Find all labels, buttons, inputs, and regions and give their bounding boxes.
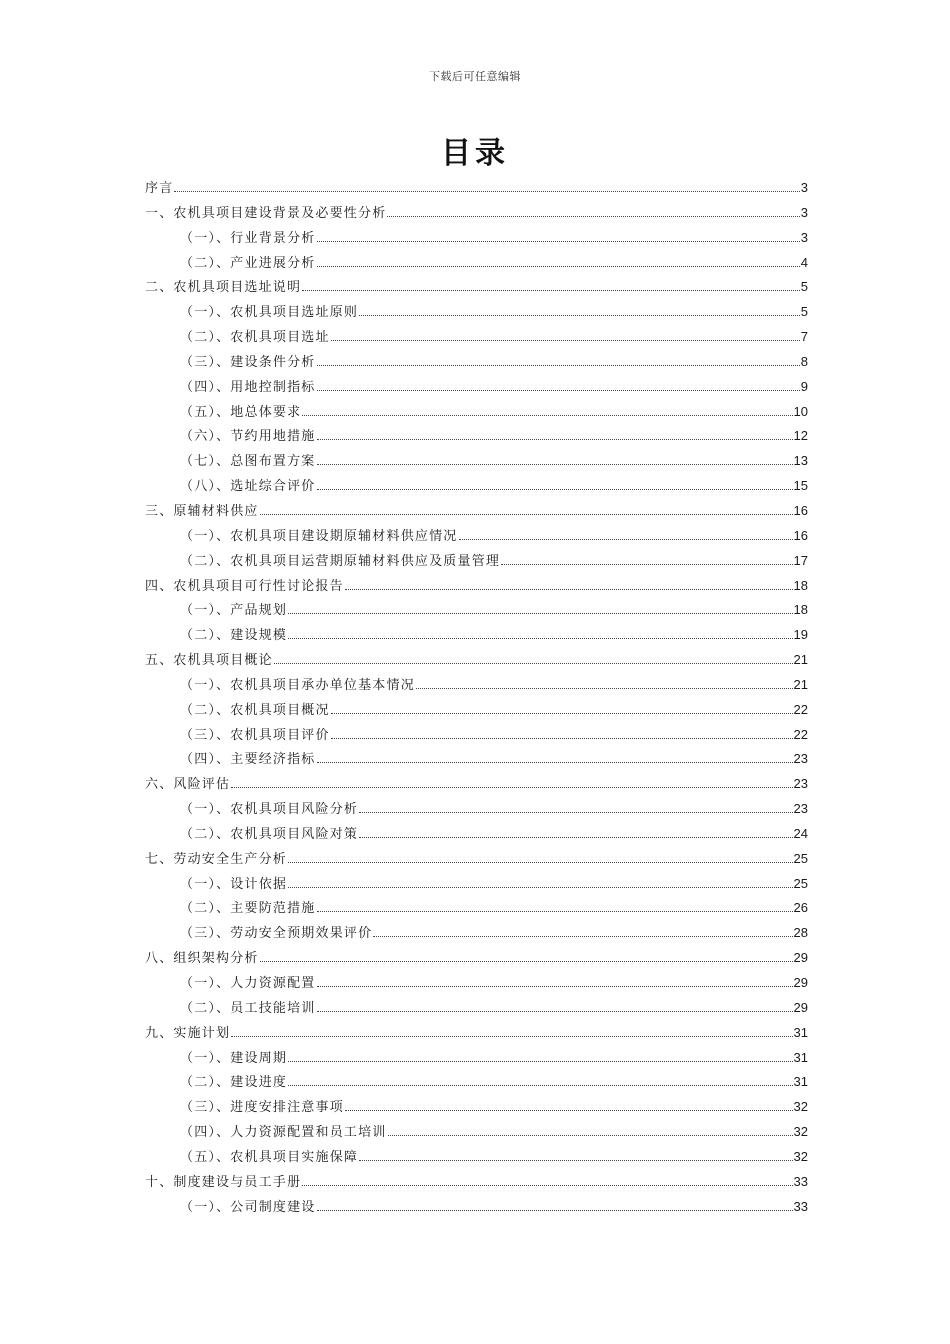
toc-entry[interactable] bbox=[145, 375, 808, 400]
toc-entry-page-number: 19 bbox=[793, 627, 808, 643]
toc-entry[interactable] bbox=[145, 176, 808, 201]
toc-entry-page-number: 31 bbox=[793, 1074, 808, 1090]
toc-entry-label: 三、原辅材料供应 bbox=[145, 503, 259, 519]
toc-entry[interactable] bbox=[145, 921, 808, 946]
toc-entry-label: （二）、农机具项目选址 bbox=[180, 330, 330, 346]
toc-entry-label: （一）、公司制度建设 bbox=[180, 1199, 316, 1215]
dot-leader bbox=[345, 1110, 793, 1111]
dot-leader bbox=[174, 191, 799, 192]
toc-entry-page-number: 9 bbox=[800, 378, 808, 394]
dot-leader bbox=[359, 837, 792, 838]
dot-leader bbox=[501, 564, 792, 565]
dot-leader bbox=[288, 613, 792, 614]
dot-leader bbox=[331, 713, 793, 714]
toc-entry-label: （八）、选址综合评价 bbox=[180, 479, 316, 495]
toc-entry[interactable] bbox=[145, 300, 808, 325]
toc-entry[interactable] bbox=[145, 424, 808, 449]
toc-entry-label: 二、农机具项目选址说明 bbox=[145, 280, 302, 296]
dot-leader bbox=[317, 762, 793, 763]
toc-entry[interactable] bbox=[145, 400, 808, 425]
dot-leader bbox=[317, 489, 793, 490]
dot-leader bbox=[302, 290, 800, 291]
dot-leader bbox=[274, 663, 793, 664]
toc-entry-label: （二）、农机具项目运营期原辅材料供应及质量管理 bbox=[180, 553, 501, 569]
toc-entry[interactable] bbox=[145, 896, 808, 921]
toc-entry-label: （五）、农机具项目实施保障 bbox=[180, 1149, 359, 1165]
dot-leader bbox=[359, 812, 792, 813]
dot-leader bbox=[387, 216, 799, 217]
toc-entry[interactable] bbox=[145, 251, 808, 276]
toc-entry-page-number: 5 bbox=[800, 304, 808, 320]
toc-entry[interactable] bbox=[145, 1070, 808, 1095]
toc-entry-label: （一）、农机具项目建设期原辅材料供应情况 bbox=[180, 528, 458, 544]
dot-leader bbox=[317, 1011, 793, 1012]
dot-leader bbox=[459, 539, 793, 540]
toc-entry[interactable] bbox=[145, 1095, 808, 1120]
table-of-contents bbox=[145, 176, 808, 1219]
toc-entry-page-number: 5 bbox=[800, 279, 808, 295]
dot-leader bbox=[345, 589, 793, 590]
toc-entry-page-number: 22 bbox=[793, 726, 808, 742]
toc-entry[interactable] bbox=[145, 1120, 808, 1145]
toc-entry-page-number: 18 bbox=[793, 602, 808, 618]
dot-leader bbox=[288, 1085, 792, 1086]
dot-leader bbox=[317, 911, 793, 912]
toc-entry[interactable] bbox=[145, 996, 808, 1021]
toc-entry-page-number: 33 bbox=[793, 1173, 808, 1189]
dot-leader bbox=[317, 986, 793, 987]
toc-entry[interactable] bbox=[145, 201, 808, 226]
dot-leader bbox=[288, 1061, 792, 1062]
toc-entry[interactable] bbox=[145, 623, 808, 648]
toc-entry[interactable] bbox=[145, 275, 808, 300]
toc-entry-label: （四）、主要经济指标 bbox=[180, 752, 316, 768]
toc-entry[interactable] bbox=[145, 598, 808, 623]
toc-entry-page-number: 3 bbox=[800, 229, 808, 245]
dot-leader bbox=[373, 936, 792, 937]
toc-entry-label: 九、实施计划 bbox=[145, 1025, 231, 1041]
toc-entry[interactable] bbox=[145, 549, 808, 574]
toc-entry-page-number: 23 bbox=[793, 751, 808, 767]
toc-entry[interactable] bbox=[145, 772, 808, 797]
toc-entry-label: 七、劳动安全生产分析 bbox=[145, 851, 288, 867]
toc-entry-label: （二）、产业进展分析 bbox=[180, 255, 316, 271]
toc-entry-page-number: 24 bbox=[793, 825, 808, 841]
toc-entry[interactable] bbox=[145, 1021, 808, 1046]
toc-entry-label: （一）、人力资源配置 bbox=[180, 976, 316, 991]
dot-leader bbox=[288, 887, 792, 888]
toc-entry-page-number: 10 bbox=[793, 403, 808, 419]
dot-leader bbox=[359, 1160, 792, 1161]
toc-entry[interactable] bbox=[145, 449, 808, 474]
toc-entry-label: 一、农机具项目建设背景及必要性分析 bbox=[145, 205, 387, 221]
toc-entry-page-number: 21 bbox=[793, 652, 808, 668]
toc-entry-label: （二）、建设进度 bbox=[180, 1075, 288, 1091]
toc-entry-label: （一）、建设周期 bbox=[180, 1050, 288, 1066]
page-title: 目录 bbox=[441, 136, 509, 171]
toc-entry-page-number: 15 bbox=[793, 478, 808, 494]
toc-entry[interactable] bbox=[145, 524, 808, 549]
toc-entry-label: （一）、产品规划 bbox=[180, 603, 288, 619]
toc-entry-label: （三）、劳动安全预期效果评价 bbox=[180, 926, 373, 942]
toc-entry-label: 八、组织架构分析 bbox=[145, 951, 259, 967]
toc-entry-label: （六）、节约用地措施 bbox=[180, 429, 316, 445]
toc-entry-label: （二）、建设规模 bbox=[180, 628, 288, 644]
toc-entry[interactable] bbox=[145, 1170, 808, 1195]
toc-entry-label: 五、农机具项目概论 bbox=[145, 653, 273, 669]
toc-entry-label: （三）、进度安排注意事项 bbox=[180, 1100, 344, 1116]
toc-entry-page-number: 33 bbox=[793, 1198, 808, 1214]
toc-entry-page-number: 29 bbox=[793, 950, 808, 966]
toc-entry-label: （二）、农机具项目风险对策 bbox=[180, 826, 359, 842]
toc-entry[interactable] bbox=[145, 822, 808, 847]
toc-entry[interactable] bbox=[145, 1145, 808, 1170]
toc-entry-page-number: 32 bbox=[793, 1099, 808, 1115]
toc-entry-page-number: 4 bbox=[800, 254, 808, 270]
toc-entry-page-number: 32 bbox=[793, 1148, 808, 1164]
dot-leader bbox=[317, 464, 793, 465]
dot-leader bbox=[288, 638, 792, 639]
toc-entry[interactable] bbox=[145, 1195, 808, 1220]
dot-leader bbox=[231, 1036, 792, 1037]
toc-entry[interactable] bbox=[145, 648, 808, 673]
toc-entry-page-number: 22 bbox=[793, 701, 808, 717]
dot-leader bbox=[416, 688, 793, 689]
toc-entry-label: （二）、农机具项目概况 bbox=[180, 702, 330, 718]
toc-entry-page-number: 3 bbox=[800, 204, 808, 220]
dot-leader bbox=[302, 1185, 792, 1186]
toc-entry-page-number: 25 bbox=[793, 850, 808, 866]
toc-entry-page-number: 8 bbox=[800, 353, 808, 369]
toc-entry[interactable] bbox=[145, 946, 808, 971]
dot-leader bbox=[317, 1210, 793, 1211]
dot-leader bbox=[317, 390, 800, 391]
toc-entry[interactable] bbox=[145, 499, 808, 524]
toc-entry-label: （三）、建设条件分析 bbox=[180, 354, 316, 370]
toc-entry-page-number: 17 bbox=[793, 552, 808, 568]
toc-entry-page-number: 32 bbox=[793, 1124, 808, 1140]
dot-leader bbox=[331, 340, 800, 341]
toc-entry[interactable] bbox=[145, 872, 808, 897]
toc-entry-label: （一）、农机具项目承办单位基本情况 bbox=[180, 677, 415, 693]
toc-entry-page-number: 16 bbox=[793, 502, 808, 518]
toc-entry-label: （一）、农机具项目选址原则 bbox=[180, 305, 359, 321]
toc-entry-label: （四）、用地控制指标 bbox=[180, 379, 316, 395]
toc-entry-label: （二）、主要防范措施 bbox=[180, 901, 316, 917]
dot-leader bbox=[302, 415, 792, 416]
toc-entry[interactable] bbox=[145, 574, 808, 599]
dot-leader bbox=[388, 1135, 793, 1136]
toc-entry[interactable] bbox=[145, 226, 808, 251]
toc-entry-label: （四）、人力资源配置和员工培训 bbox=[180, 1125, 387, 1141]
toc-entry-page-number: 18 bbox=[793, 577, 808, 593]
toc-entry-page-number: 23 bbox=[793, 776, 808, 792]
toc-entry[interactable] bbox=[145, 723, 808, 748]
toc-entry-label: （五）、地总体要求 bbox=[180, 404, 302, 420]
dot-leader bbox=[317, 365, 800, 366]
toc-entry[interactable] bbox=[145, 673, 808, 698]
toc-entry[interactable] bbox=[145, 698, 808, 723]
toc-entry[interactable] bbox=[145, 474, 808, 499]
toc-entry-label: （一）、农机具项目风险分析 bbox=[180, 802, 359, 818]
toc-entry-label: （一）、设计依据 bbox=[180, 876, 288, 892]
toc-entry-label: （二）、员工技能培训 bbox=[180, 1000, 316, 1016]
toc-entry-page-number: 28 bbox=[793, 925, 808, 941]
toc-entry-page-number: 31 bbox=[793, 1024, 808, 1040]
toc-entry-page-number: 29 bbox=[793, 999, 808, 1015]
toc-entry-label: （七）、总图布置方案 bbox=[180, 454, 316, 470]
toc-entry[interactable] bbox=[145, 797, 808, 822]
dot-leader bbox=[317, 241, 800, 242]
toc-entry[interactable] bbox=[145, 1046, 808, 1071]
dot-leader bbox=[231, 787, 792, 788]
toc-entry-page-number: 16 bbox=[793, 527, 808, 543]
toc-entry-page-number: 26 bbox=[793, 900, 808, 916]
toc-entry-page-number: 3 bbox=[800, 180, 808, 195]
dot-leader bbox=[260, 961, 793, 962]
toc-entry-page-number: 31 bbox=[793, 1049, 808, 1065]
toc-entry-page-number: 21 bbox=[793, 676, 808, 692]
toc-entry-page-number: 12 bbox=[793, 428, 808, 444]
toc-entry-page-number: 13 bbox=[793, 453, 808, 469]
dot-leader bbox=[317, 266, 800, 267]
toc-entry-label: 序言 bbox=[145, 181, 174, 196]
dot-leader bbox=[359, 315, 800, 316]
toc-entry[interactable] bbox=[145, 971, 808, 996]
toc-entry-page-number: 7 bbox=[800, 329, 808, 345]
toc-entry-page-number: 29 bbox=[793, 975, 808, 990]
toc-entry[interactable] bbox=[145, 325, 808, 350]
dot-leader bbox=[288, 862, 793, 863]
toc-entry-page-number: 23 bbox=[793, 801, 808, 817]
toc-entry[interactable] bbox=[145, 350, 808, 375]
toc-entry[interactable] bbox=[145, 747, 808, 772]
dot-leader bbox=[317, 439, 793, 440]
header-note: 下载后可任意编辑 bbox=[429, 70, 521, 83]
toc-entry[interactable] bbox=[145, 847, 808, 872]
toc-entry-label: 四、农机具项目可行性讨论报告 bbox=[145, 578, 344, 594]
toc-entry-label: （三）、农机具项目评价 bbox=[180, 727, 330, 743]
dot-leader bbox=[331, 738, 793, 739]
dot-leader bbox=[260, 514, 793, 515]
toc-entry-label: 六、风险评估 bbox=[145, 777, 231, 793]
toc-entry-label: 十、制度建设与员工手册 bbox=[145, 1174, 302, 1190]
toc-entry-label: （一）、行业背景分析 bbox=[180, 230, 316, 246]
toc-entry-page-number: 25 bbox=[793, 875, 808, 891]
